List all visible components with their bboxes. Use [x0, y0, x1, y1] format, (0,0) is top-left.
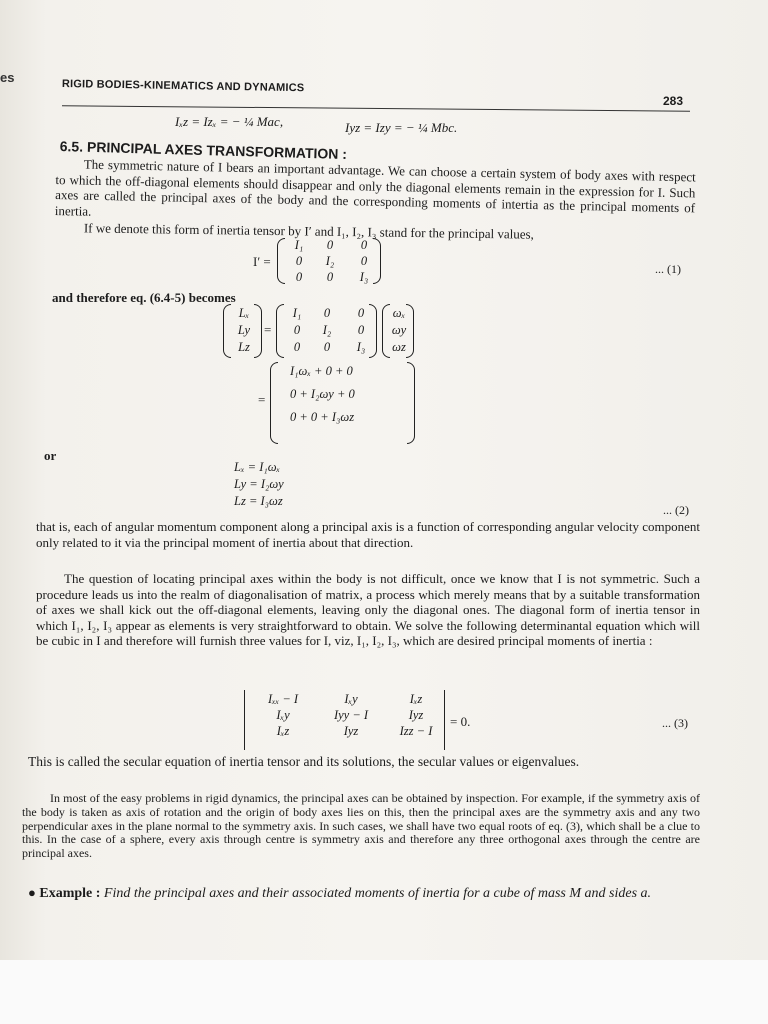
L-vector-left-bracket [223, 304, 231, 358]
previous-page-edge-text: es [0, 70, 15, 85]
result-right-bracket [407, 362, 415, 444]
top-equation-left: Iₓz = Izₓ = − ¼ Mac, [175, 114, 284, 129]
matrix-cell: 0 [295, 270, 303, 284]
matrix-cell: I₂ [325, 254, 335, 268]
paragraph-secular-equation: This is called the secular equation of inertia tensor and its solutions, the secular values or eigenvalues. [28, 754, 580, 769]
determinant-cell: Izz − I [399, 724, 433, 738]
omega-vector-right-bracket [406, 304, 414, 358]
header-rule [62, 105, 690, 111]
eq3-right-bar [444, 690, 445, 750]
matrix-cell: 0 [326, 270, 334, 284]
top-equation-right: Iyz = Izy = − ¼ Mbc. [345, 120, 458, 135]
result-row: 0 + I₂ωy + 0 [290, 387, 355, 401]
section-title: PRINCIPAL AXES TRANSFORMATION : [86, 138, 348, 163]
page-bottom-margin [0, 960, 768, 1024]
matrix-cell: I₁ [294, 238, 304, 252]
page-number: 283 [663, 94, 684, 108]
paragraph-symmetric-nature: The symmetric nature of I bears an important advantage. We can choose a certain system of body axes with respect to which the off-diagonal elements should disappear and only the diagonal elements remain in the expression for I. Such axes are called the principal axes of the body and the corresponding moments of intertia as the principal moments of inertia. [54, 156, 696, 219]
matrix-cell: I₃ [356, 340, 366, 354]
determinant-cell: Iₓy [276, 708, 290, 722]
vector-component: Ly [237, 323, 251, 337]
matrix-cell: 0 [326, 238, 334, 252]
determinant-cell: Iₓₓ − I [267, 692, 299, 706]
vector-component: Lz [238, 340, 250, 354]
eq-intro-text: and therefore eq. (6.4-5) becomes [52, 290, 236, 305]
eq1-left-bracket [277, 238, 285, 284]
vector-component: ωz [392, 340, 406, 354]
matrix-cell: I₃ [359, 270, 369, 284]
example-text: Find the principal axes and their associated moments of inertia for a cube of mass M and sides a. [103, 886, 652, 901]
principal-inertia-matrix [284, 306, 378, 355]
result-left-bracket [270, 362, 278, 444]
section-number: 6.5. [59, 138, 84, 155]
inertia-matrix-left-bracket [276, 304, 284, 358]
result-row: 0 + 0 + I₃ωz [290, 410, 355, 424]
matrix-cell: 0 [323, 306, 331, 320]
L-vector-right-bracket [254, 304, 262, 358]
or-label: or [44, 448, 57, 463]
equals-sign-result: = [258, 392, 266, 407]
determinant-cell: Iₓz [409, 692, 423, 706]
matrix-cell: I₁ [292, 306, 302, 320]
paragraph-angular-momentum: that is, each of angular momentum component along a principal axis is a function of corresponding angular velocity component only related to it via the principal moment of inertia about that direction. [36, 519, 700, 550]
vector-component: Lₓ [238, 306, 250, 320]
eq1-diagonal-matrix [285, 238, 381, 285]
eq1-number: ... (1) [655, 262, 681, 276]
matrix-cell: 0 [360, 238, 368, 252]
eq1-right-bracket [373, 238, 381, 284]
matrix-cell: 0 [293, 340, 301, 354]
vector-component: ωₓ [392, 306, 406, 320]
determinant-cell: Iyy − I [333, 708, 369, 722]
equals-sign: = [264, 322, 272, 337]
eq2-number: ... (2) [663, 503, 689, 517]
matrix-cell: 0 [357, 323, 365, 337]
matrix-cell: 0 [357, 306, 365, 320]
determinant-cell: Iₓy [344, 692, 358, 706]
example-bullet-icon: ● [28, 885, 36, 900]
determinant-cell: Iₓz [276, 724, 290, 738]
matrix-cell: 0 [293, 323, 301, 337]
matrix-cell: I₂ [322, 323, 332, 337]
determinant-cell: Iyz [343, 724, 359, 738]
example-label: Example : [39, 886, 101, 901]
eq3-left-bar [244, 690, 245, 750]
eq2-component-equations [234, 460, 344, 509]
result-row: I₁ωₓ + 0 + 0 [290, 364, 353, 378]
running-head: RIGID BODIES-KINEMATICS AND DYNAMICS [61, 78, 305, 95]
matrix-cell: 0 [323, 340, 331, 354]
eq1-lhs: I′ = [253, 254, 271, 269]
matrix-cell: 0 [360, 254, 368, 268]
component-equation: Lₓ = I₁ωₓ [234, 460, 281, 474]
secular-determinant [250, 692, 446, 739]
paragraph-easy-problems: In most of the easy problems in rigid dynamics, the principal axes can be obtained by inspection. For example, if the symmetry axis of the body is taken as axis of rotation and the origin of body axes lies on this, then the principal axes are the symmetry axis and any two perpendicular axes in the plane normal to the symmetry axis. In such cases, we shall have two equal roots of eq. (3), which shall be a clue to this. In the case of a sphere, every axis through centre is symmetry axis and therefore any three orthogonal axes through the centre are principal axes. [22, 791, 700, 861]
matrix-cell: 0 [295, 254, 303, 268]
paragraph-locating-principal-axes: The question of locating principal axes within the body is not difficult, once we know that I is not symmetric. Such a procedure leads us into the realm of diagonalisation of matrix, a process which merely means that by a suitable transformation of axes we shall kick out the off-diagonal elements, leaving only the diagonal ones. The diagonal form of inertia tensor in which I₁, I₂, I₃ appear as elements is very straightforward to obtain. We solve the following determinantal equation which will be cubic in I and therefore will furnish three values for I, viz, I₁, I₂, I₃, which are desired principal moments of inertia : [36, 571, 700, 648]
example-statement [28, 884, 708, 902]
component-equation: Ly = I₂ωy [234, 477, 284, 491]
determinant-cell: Iyz [408, 708, 424, 722]
eq3-rhs: = 0. [450, 714, 471, 729]
component-equation: Lz = I₃ωz [234, 494, 283, 508]
eq3-number: ... (3) [662, 716, 688, 730]
paragraph-principal-values: If we denote this form of inertia tensor by I′ and I₁, I₂, I₃ stand for the principal values, [83, 220, 534, 242]
vector-component: ωy [391, 323, 407, 337]
result-vector [290, 364, 410, 425]
inertia-matrix-right-bracket [369, 304, 377, 358]
